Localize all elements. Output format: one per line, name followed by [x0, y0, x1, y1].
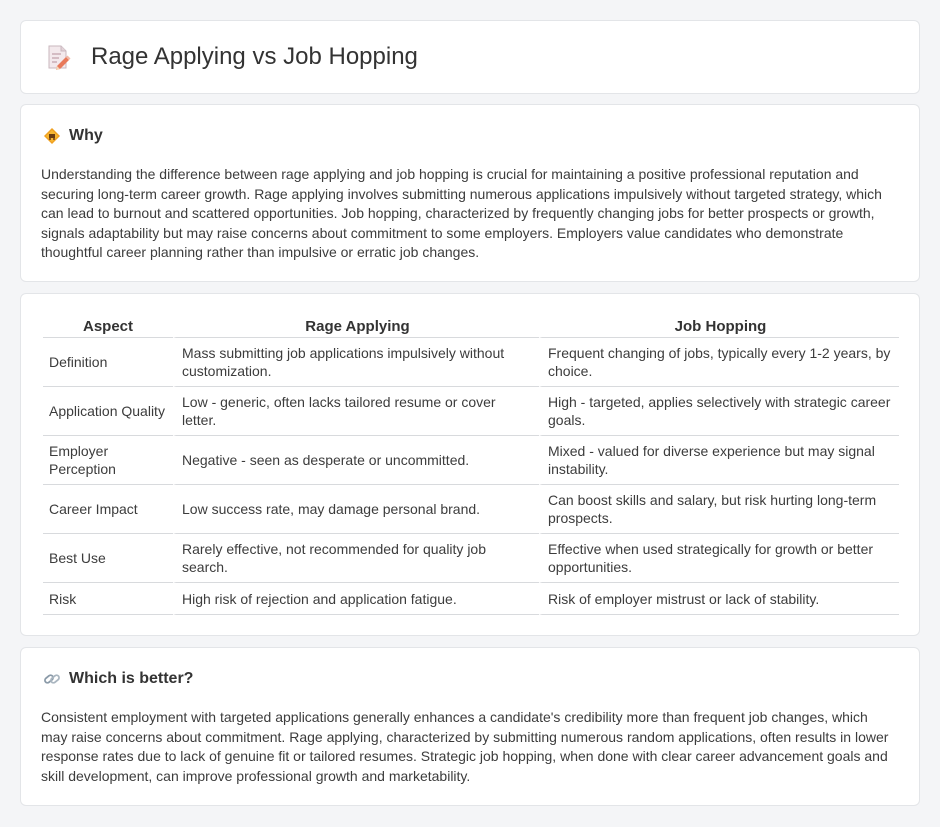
- header-job-hopping: Job Hopping: [539, 316, 899, 338]
- rage-applying-cell: Negative - seen as desperate or uncommitted.: [173, 436, 539, 485]
- table-row: [43, 436, 899, 485]
- aspect-cell: Definition: [43, 338, 173, 387]
- table-row: [43, 583, 899, 615]
- rage-applying-cell: Low - generic, often lacks tailored resume or cover letter.: [173, 387, 539, 436]
- why-title: Why: [69, 127, 103, 144]
- header-card: [20, 20, 920, 94]
- aspect-cell: Employer Perception: [43, 436, 173, 485]
- rage-applying-cell: Mass submitting job applications impulsively without customization.: [173, 338, 539, 387]
- rage-applying-cell: High risk of rejection and application fatigue.: [173, 583, 539, 615]
- header-aspect: Aspect: [43, 316, 173, 338]
- job-hopping-cell: Frequent changing of jobs, typically every 1-2 years, by choice.: [539, 338, 899, 387]
- why-section: [20, 104, 920, 282]
- header-rage-applying: Rage Applying: [173, 316, 539, 338]
- table-row: [43, 534, 899, 583]
- rage-applying-cell: Low success rate, may damage personal brand.: [173, 485, 539, 534]
- aspect-cell: Career Impact: [43, 485, 173, 534]
- page-title: Rage Applying vs Job Hopping: [91, 43, 418, 70]
- comparison-table: [43, 316, 899, 615]
- which-is-better-section: [20, 647, 920, 806]
- aspect-cell: Best Use: [43, 534, 173, 583]
- table-header-row: [43, 316, 899, 338]
- aspect-cell: Risk: [43, 583, 173, 615]
- table-row: [43, 338, 899, 387]
- job-hopping-cell: High - targeted, applies selectively with strategic career goals.: [539, 387, 899, 436]
- job-hopping-cell: Effective when used strategically for growth or better opportunities.: [539, 534, 899, 583]
- table-row: [43, 485, 899, 534]
- which-is-better-title: Which is better?: [69, 670, 194, 687]
- which-is-better-text: Consistent employment with targeted applications generally enhances a candidate's credibility more than frequent job changes, which may raise concerns about commitment. Rage applying, characterized by submitting numerous random applications, often results in lower response rates due to lack of genuine fit or tailored resumes. Strategic job hopping, when done with clear career advancement goals and skill development, can improve professional growth and marketability.: [41, 709, 889, 784]
- job-hopping-cell: Can boost skills and salary, but risk hurting long-term prospects.: [539, 485, 899, 534]
- comparison-table-card: [20, 293, 920, 636]
- aspect-cell: Application Quality: [43, 387, 173, 436]
- diamond-sign-icon: [43, 127, 61, 145]
- table-row: [43, 387, 899, 436]
- rage-applying-cell: Rarely effective, not recommended for quality job search.: [173, 534, 539, 583]
- why-text: Understanding the difference between rage applying and job hopping is crucial for maintaining a positive professional reputation and securing long-term career growth. Rage applying involves submitting numerous applications impulsively without targeted strategy, which can lead to burnout and scattered opportunities. Job hopping, characterized by frequently changing jobs for better prospects or growth, signals adaptability but may raise concerns about commitment to some employers. Employers value candidates who demonstrate thoughtful career planning rather than impulsive or erratic job changes.: [41, 166, 882, 260]
- document-pencil-icon: [45, 43, 71, 71]
- link-icon: [43, 670, 61, 688]
- job-hopping-cell: Risk of employer mistrust or lack of stability.: [539, 583, 899, 615]
- job-hopping-cell: Mixed - valued for diverse experience but may signal instability.: [539, 436, 899, 485]
